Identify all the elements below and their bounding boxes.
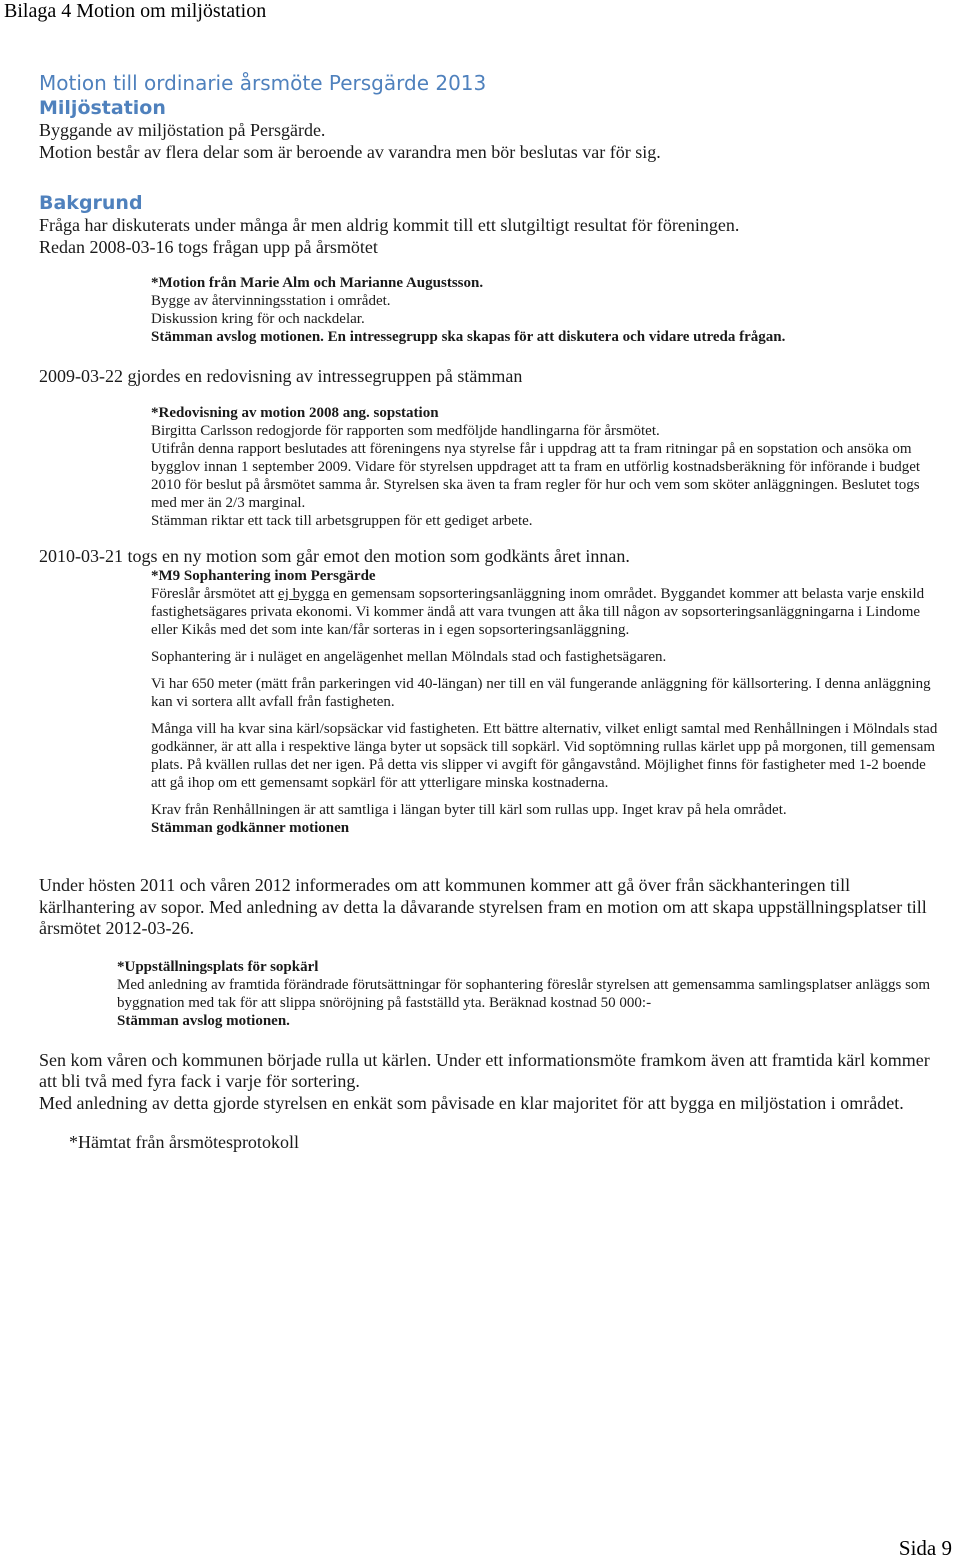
quote-paragraph: [151, 585, 939, 639]
quote-decision: Stämman avslog motionen.: [117, 1012, 290, 1029]
quote-title: *Uppställningsplats för sopkärl: [117, 958, 319, 975]
quote-paragraph: Krav från Renhållningen är att samtliga i längan byter till kärl som rullas upp. Inget krav på hela området.: [151, 802, 787, 818]
quote-motion-2008: [151, 274, 939, 346]
intro-line: Motion består av flera delar som är beroende av varandra men bör beslutas var för sig.: [39, 141, 661, 162]
page-number: Sida 9: [898, 1536, 952, 1560]
quote-line: Diskussion kring för och nackdelar.: [151, 311, 365, 327]
paragraph-2010: 2010-03-21 togs en ny motion som går emot den motion som godkänts året innan.: [39, 545, 630, 566]
quote-line: Stämman riktar ett tack till arbetsgruppen för ett gediget arbete.: [151, 512, 533, 529]
quote-line: Utifrån denna rapport beslutades att föreningens nya styrelse får i uppdrag att ta fram ritningar på en sopstation och ansöka om bygglov innan 1 september 2009. Vidare för styrelsen uppdraget att ta fram en utförlig kostnadsberäkning för införande i budget 2010 för beslut på årsmötet samma år. Styrelsen ska även ta fram regler för hur och vem som sköter anläggningen. Beslutet togs med mer än 2/3 marginal.: [151, 440, 921, 511]
paragraph-2009: 2009-03-22 gjordes en redovisning av intressegruppen på stämman: [39, 366, 523, 386]
quote-paragraph: Vi har 650 meter (mätt från parkeringen vid 40-längan) ner till en väl fungerande anläggning för källsortering. I denna anläggning kan vi sortera allt avfall från fastigheten.: [151, 676, 931, 710]
paragraph-2011: Under hösten 2011 och våren 2012 informerades om att kommunen kommer att gå över från säckhanteringen till kärlhantering av sopor. Med anledning av detta la dåvarande styrelsen fram en motion om att skapa uppställningsplatser till årsmötet 2012-03-26.: [39, 875, 927, 938]
background-line: Redan 2008-03-16 togs frågan upp på årsmötet: [39, 236, 378, 257]
intro-line: Byggande av miljöstation på Persgärde.: [39, 120, 326, 140]
quote-motion-m9: [151, 567, 939, 837]
quote-line: Bygge av återvinningsstation i området.: [151, 293, 391, 309]
quote-decision: Stämman avslog motionen. En intressegrupp ska skapas för att diskutera och vidare utreda frågan.: [151, 329, 786, 345]
quote-text: Föreslår årsmötet att: [151, 586, 279, 602]
quote-line: Birgitta Carlsson redogjorde för rapporten som medföljde handlingarna för årsmötet.: [151, 422, 660, 439]
quote-underlined-text: ej bygga: [278, 586, 330, 602]
quote-text: en gemensam sopsorteringsanläggning inom området. Byggandet kommer att belasta varje enskild fastighetsägares privata ekonomi. Vi kommer ändå att vara tvungen att åka till någon av sopsorteringsanläggningarna i Lindome eller Kikås med det som inte kan/får sorteras in i egen sopsorteringsanläggning.: [151, 586, 925, 638]
footnote: *Hämtat från årsmötesprotokoll: [69, 1132, 299, 1152]
background-line: Fråga har diskuterats under många år men aldrig kommit till ett slutgiltigt resultat för föreningen.: [39, 215, 740, 235]
quote-paragraph: Sophantering är i nuläget en angelägenhet mellan Mölndals stad och fastighetsägaren.: [151, 649, 667, 665]
quote-title: *M9 Sophantering inom Persgärde: [151, 568, 376, 584]
quote-line: Med anledning av framtida förändrade förutsättningar för sophantering föreslår styrelsen att gemensamma samlingsplatser anläggs som byggnation med tak för att slippa snöröjning på fastställd yta. Beräknad kostnad 50 000:-: [117, 976, 931, 1011]
document-subtitle: Miljöstation: [39, 97, 166, 119]
quote-paragraph: Många vill ha kvar sina kärl/sopsäckar vid fastigheten. Ett bättre alternativ, vilket enligt samtal med Renhållningen i Mölndals stad godkänner, är att alla i respektive länga byter ut sopsäck till sopkärl. Vid soptömning rullas kärlet upp på morgonen, till gemensam plats. På kvällen rullas det ner igen. På detta vis slipper vi avgift för gångavstånd. Möjlighet finns för fastigheter med 1-2 boende att gå ihop om ett gemensamt sopkärl för att ytterligare minska kostnaderna.: [151, 721, 938, 791]
background-heading: Bakgrund: [39, 192, 143, 214]
page-header-title: Bilaga 4 Motion om miljöstation: [4, 0, 267, 22]
quote-title: *Redovisning av motion 2008 ang. sopstation: [151, 404, 439, 421]
quote-report-2009: [151, 404, 939, 530]
quote-title: *Motion från Marie Alm och Marianne Augustsson.: [151, 275, 484, 291]
motion-document: [39, 70, 939, 1154]
closing-paragraph: Med anledning av detta gjorde styrelsen en enkät som påvisade en klar majoritet för att bygga en miljöstation i området.: [39, 1092, 904, 1113]
closing-paragraph: Sen kom våren och kommunen började rulla ut kärlen. Under ett informationsmöte framkom även att framtida kärl kommer att bli två med fyra fack i varje för sortering.: [39, 1049, 930, 1091]
quote-decision: Stämman godkänner motionen: [151, 820, 350, 836]
quote-motion-2012: [117, 958, 939, 1030]
document-title: Motion till ordinarie årsmöte Persgärde 2013: [39, 71, 487, 95]
